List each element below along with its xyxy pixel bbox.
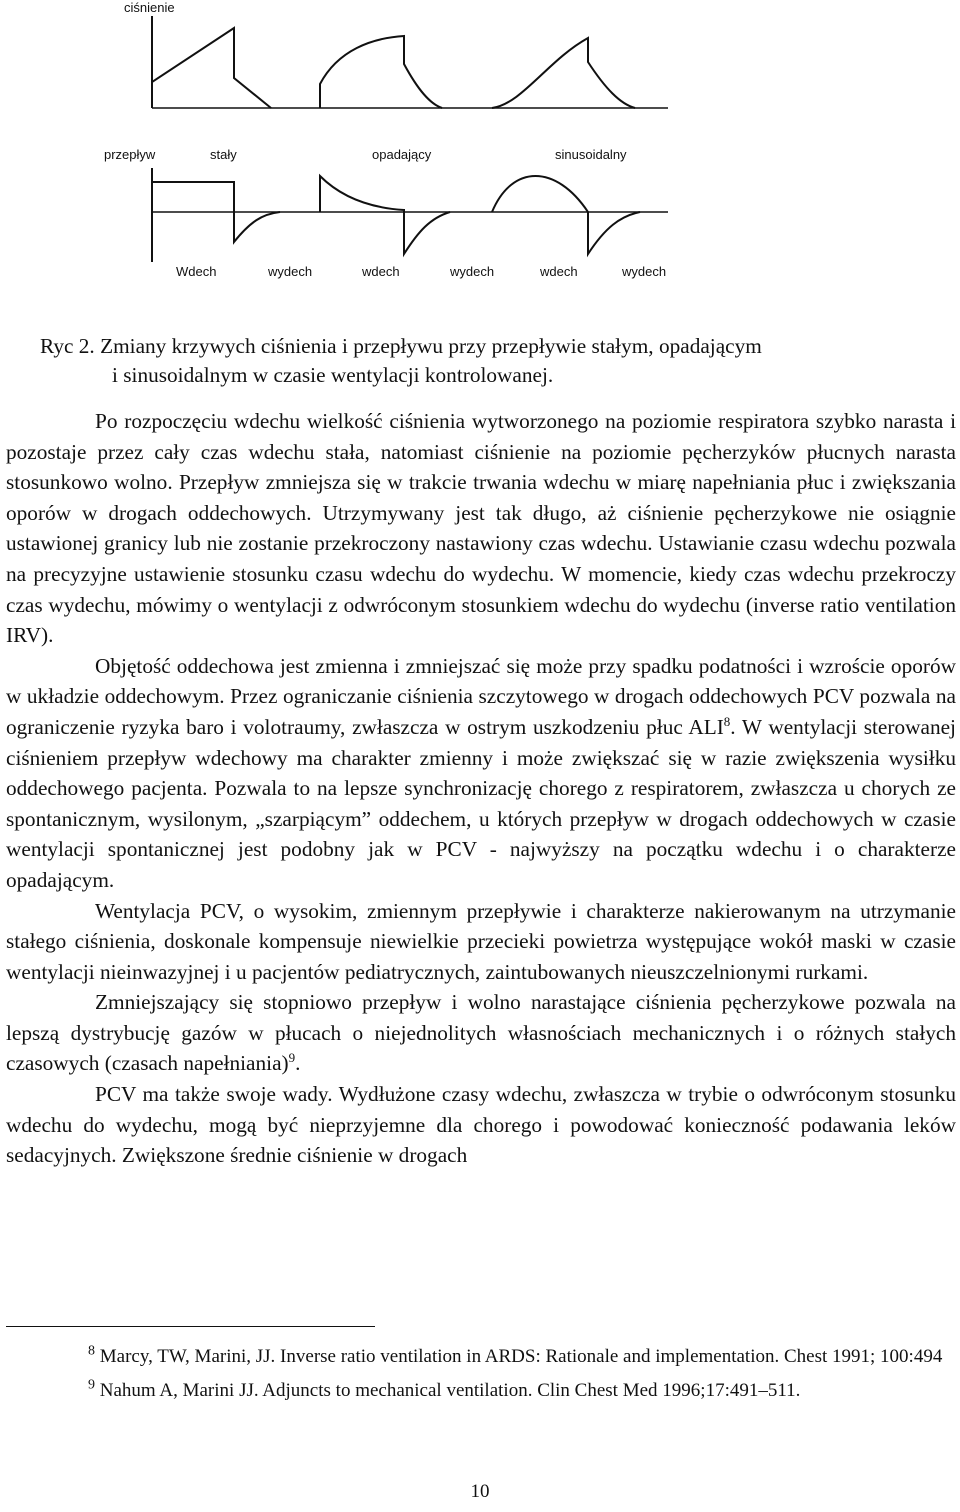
- paragraph-text: Wentylacja PCV, o wysokim, zmiennym przepływie i charakterze nakierowanym na utrzymanie stałego ciśnienia, doskonale kompensuje niewielkie przecieki powietrza występujące wokół maski w czasie wentylacji nieinwazyjnej i u pacjentów pediatrycznych, zaintubowanych nieuszczelnionymi rurkami.: [6, 898, 956, 984]
- paragraph: [6, 987, 956, 1079]
- paragraph-text: Po rozpoczęciu wdechu wielkość ciśnienia wytworzonego na poziomie respiratora szybko narasta i pozostaje przez cały czas wdechu stała, natomiast ciśnienie na poziomie pęcherzyków płucnych narasta stosunkowo wolno. Przepływ zmniejsza się w trakcie trwania wdechu w miarę napełniania płuc i zwiększania oporów w drogach oddechowych. Utrzymywany jest tak długo, aż ciśnienie pęcherzykowe nie osiągnie ustawionej granicy lub nie zostanie przekroczony nastawiony czas wdechu. Ustawianie czasu wdechu pozwala na precyzyjne ustawienie stosunku czasu wdechu do wydechu. W momencie, kiedy czas wdechu przekroczy czas wydechu, mówimy o wentylacji z odwróconym stosunkiem wdechu do wydechu (inverse ratio ventilation IRV).: [6, 409, 956, 648]
- mode-label-sinusoidal: sinusoidalny: [555, 147, 627, 162]
- phase-label-inspiration-1: Wdech: [176, 264, 217, 279]
- body-text: [6, 406, 956, 1171]
- pressure-axis-label: ciśnienie: [124, 0, 175, 15]
- footnote-number: 8: [88, 1343, 95, 1359]
- ventilation-waveform-figure: [0, 0, 960, 300]
- footnote-ref[interactable]: 8: [723, 713, 731, 729]
- footnote-text: Marcy, TW, Marini, JJ. Inverse ratio ventilation in ARDS: Rationale and implementation. Chest 1991; 100:494: [99, 1346, 943, 1367]
- pressure-curve-decelerating: [320, 36, 442, 108]
- pressure-curve-sinusoidal: [492, 38, 635, 108]
- caption-line-1: Ryc 2. Zmiany krzywych ciśnienia i przepływu przy przepływie stałym, opadającym: [40, 334, 762, 358]
- footnote-ref[interactable]: 9: [288, 1050, 296, 1066]
- phase-label-expiration-3: wydech: [622, 264, 667, 279]
- footnote-text: Nahum A, Marini JJ. Adjuncts to mechanical ventilation. Clin Chest Med 1996;17:491–511.: [99, 1380, 801, 1401]
- footnote: [6, 1340, 956, 1374]
- caption-line-2: i sinusoidalnym w czasie wentylacji kontrolowanej.: [112, 363, 554, 387]
- paragraph: [6, 651, 956, 896]
- footnote-number: 9: [88, 1377, 95, 1393]
- paragraph-text: . W wentylacji sterowanej ciśnieniem przepływ wdechowy ma charakter zmienny i może zwiększać się w razie zwiększenia wysiłku oddechowego pacjenta. Pozwala to na lepsze synchronizację chorego z respiratorem, zwłaszcza u chorych ze spontanicznym, wysilonym, „szarpiącym” oddechem, u których przepływ w drogach oddechowych w czasie wentylacji spontanicznej jest podobny jak w PCV - najwyższy na początku wdechu i o charakterze opadającym.: [6, 714, 956, 892]
- figure-caption: [40, 332, 920, 390]
- footnote-divider: [6, 1326, 375, 1327]
- phase-label-inspiration-3: wdech: [540, 264, 578, 279]
- footnote: [6, 1374, 956, 1408]
- flow-curve-sinusoidal: [492, 176, 640, 254]
- paragraph-text: Objętość oddechowa jest zmienna i zmniejszać się może przy spadku podatności i wzroście oporów w układzie oddechowym. Przez ograniczanie ciśnienia szczytowego w drogach oddechowych PCV pozwala na ograniczenie ryzyka baro i volotraumy, zwłaszcza w ostrym uszkodzeniu płuc ALI: [6, 653, 956, 739]
- mode-label-constant: stały: [210, 147, 237, 162]
- phase-label-expiration-2: wydech: [450, 264, 495, 279]
- pressure-curve-constant: [152, 28, 271, 108]
- phase-label-inspiration-2: wdech: [362, 264, 400, 279]
- paragraph-text: Zmniejszający się stopniowo przepływ i wolno narastające ciśnienia pęcherzykowe pozwala na lepszą dystrybucję gazów w płucach o niejednolitych własnościach mechanicznych i o różnych stałych czasowych (czasach napełniania): [6, 990, 956, 1076]
- paragraph-text: PCV ma także swoje wady. Wydłużone czasy wdechu, zwłaszcza w trybie o odwróconym stosunku wdechu do wydechu, mogą być nieprzyjemne dla chorego i powodować konieczność podawania leków sedacyjnych. Zwiększone średnie ciśnienie w drogach: [6, 1082, 956, 1168]
- flow-axis-label: przepływ: [104, 147, 156, 162]
- phase-label-expiration-1: wydech: [268, 264, 313, 279]
- paragraph-text: .: [295, 1051, 301, 1076]
- footnotes: [6, 1340, 956, 1408]
- mode-label-decelerating: opadający: [372, 147, 432, 162]
- paragraph: [6, 406, 956, 651]
- page-number: 10: [470, 1481, 490, 1502]
- flow-curve-decelerating: [320, 176, 450, 254]
- paragraph: [6, 896, 956, 988]
- paragraph: [6, 1079, 956, 1171]
